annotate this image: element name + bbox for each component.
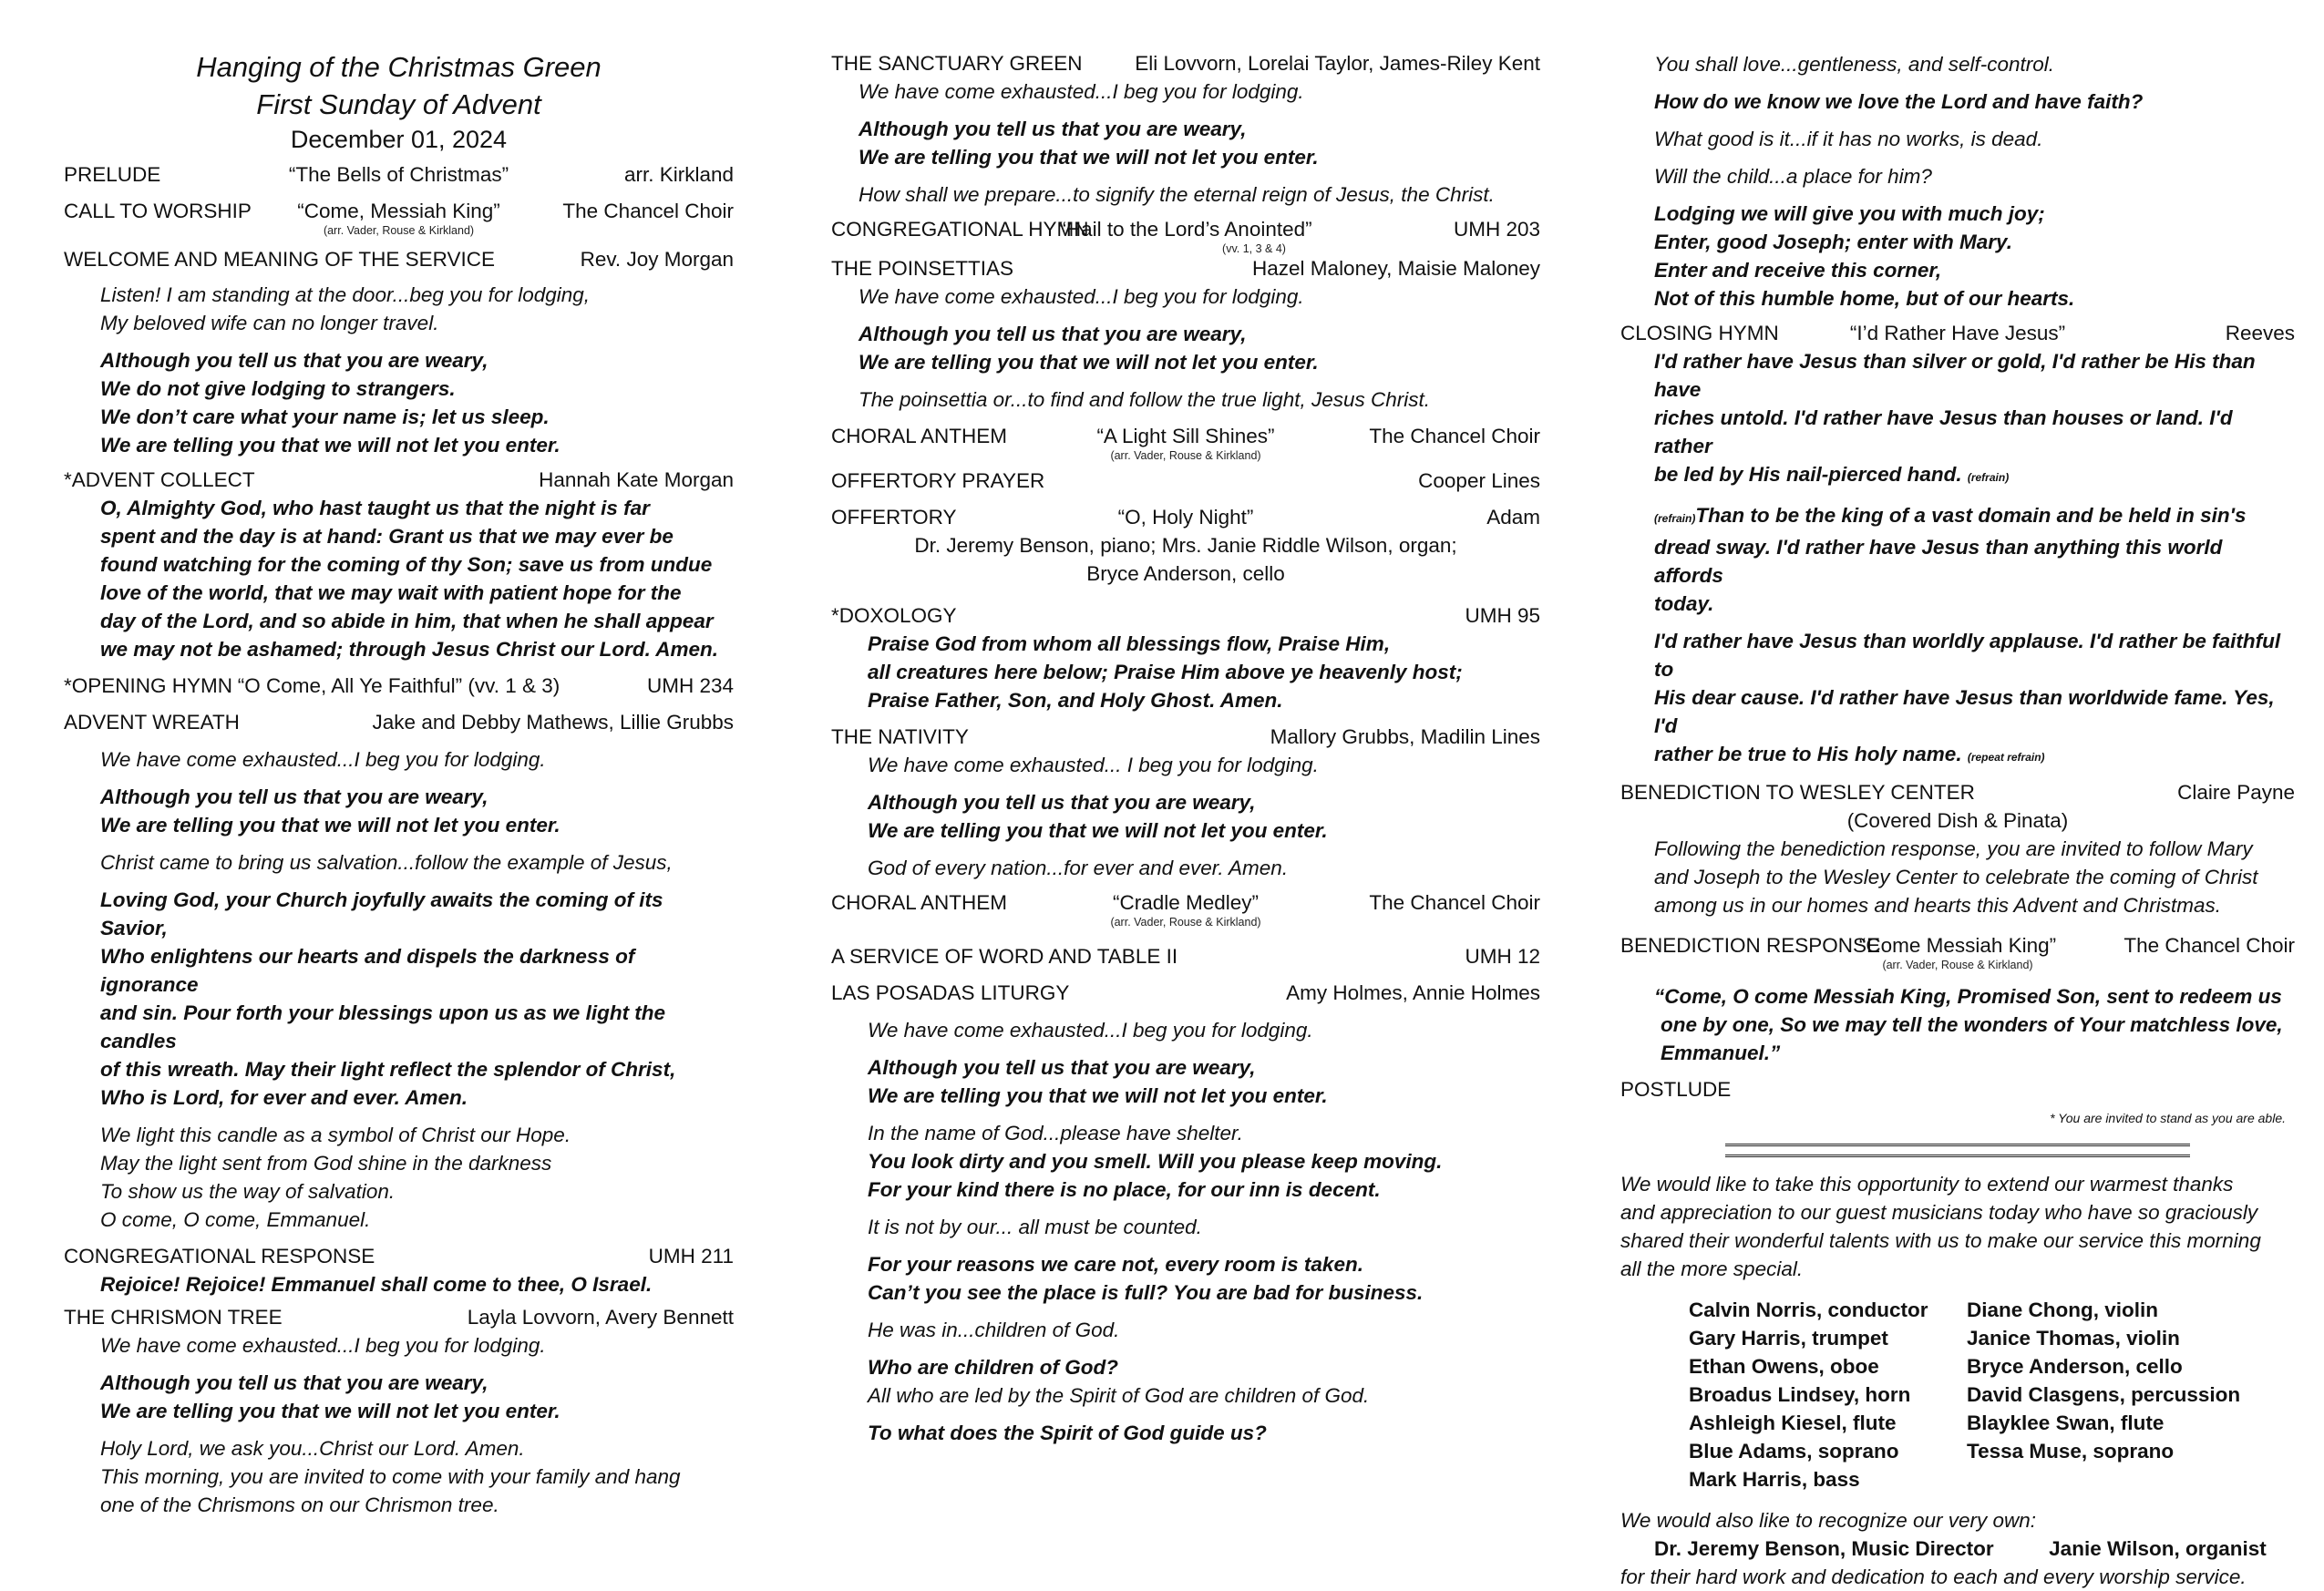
chrismon-text xyxy=(100,1434,734,1519)
musician: Ethan Owens, oboe xyxy=(1689,1355,1879,1378)
response-text: Rejoice! Rejoice! Emmanuel shall come to thee, O Israel. xyxy=(100,1273,653,1296)
poinsettias-row xyxy=(831,255,1540,282)
item-label: POSTLUDE xyxy=(1620,1078,1732,1101)
item-leader: Amy Holmes, Annie Holmes xyxy=(1286,981,1540,1004)
text-line: dread sway. I'd rather have Jesus than anything this world affords xyxy=(1654,536,2223,587)
opening-hymn-row xyxy=(64,672,734,700)
item-leader: Cooper Lines xyxy=(1418,469,1540,492)
text-line: We do not give lodging to strangers. xyxy=(100,377,456,400)
leader-text: We have come exhausted...I beg you for lodging. xyxy=(868,1019,1313,1042)
text-line: Who is Lord, for ever and ever. Amen. xyxy=(100,1086,468,1109)
item-label: THE CHRISMON TREE xyxy=(64,1306,283,1329)
musician: Tessa Muse, soprano xyxy=(1967,1440,2175,1463)
text-line: day of the Lord, and so abide in him, that when he shall appear xyxy=(100,610,714,632)
people-response xyxy=(100,783,734,839)
item-label: CONGREGATIONAL HYMN xyxy=(831,218,1089,241)
text-line: We are telling you that we will not let you enter. xyxy=(100,434,560,457)
musician: Blayklee Swan, flute xyxy=(1967,1411,2165,1434)
welcome-row xyxy=(64,246,734,273)
text-line: We light this candle as a symbol of Christ our Hope. xyxy=(100,1124,571,1146)
item-leader: The Chancel Choir xyxy=(2123,934,2295,957)
people-response xyxy=(100,346,734,459)
text-line: all creatures here below; Praise Him above ye heavenly host; xyxy=(868,661,1463,683)
text-line: Who enlightens our hearts and dispels the darkness of ignorance xyxy=(100,945,635,996)
choral-anthem-row xyxy=(831,423,1540,450)
text-line: we may not be ashamed; through Jesus Christ our Lord. Amen. xyxy=(100,638,719,661)
text-line: Can’t you see the place is full? You are bad for business. xyxy=(868,1281,1424,1304)
hymn-verse xyxy=(1654,627,2295,772)
text-line: Following the benediction response, you are invited to follow Mary xyxy=(1654,837,2253,860)
service-subtitle: First Sunday of Advent xyxy=(256,88,541,120)
advent-collect-row xyxy=(64,467,734,494)
item-title: “I’d Rather Have Jesus” xyxy=(1849,322,2066,344)
choral-anthem-row xyxy=(831,889,1540,917)
text-line: I'd rather have Jesus than worldly applause. I'd rather be faithful to xyxy=(1654,630,2281,681)
guest-musicians-list xyxy=(1689,1296,2295,1493)
item-title: “Hail to the Lord’s Anointed” xyxy=(1059,218,1312,241)
item-label: CALL TO WORSHIP xyxy=(64,200,252,222)
musicians-left xyxy=(1689,1296,1967,1493)
text-line: Dr. Jeremy Benson, piano; Mrs. Janie Riddle Wilson, organ; xyxy=(914,534,1457,557)
text-line: among us in our homes and hearts this Advent and Christmas. xyxy=(1654,894,2221,917)
text-line: Praise Father, Son, and Holy Ghost. Amen. xyxy=(868,689,1283,712)
item-label: BENEDICTION TO WESLEY CENTER xyxy=(1620,781,1975,804)
text-line: Although you tell us that you are weary, xyxy=(100,1371,488,1394)
bulletin-column-1 xyxy=(64,0,734,1519)
doxology-row xyxy=(831,602,1540,630)
word-and-table-row xyxy=(831,943,1540,970)
item-title: “Come, Messiah King” xyxy=(297,200,500,222)
item-title: “The Bells of Christmas” xyxy=(288,163,509,186)
text-line: Although you tell us that you are weary, xyxy=(859,323,1247,345)
text-line: Although you tell us that you are weary, xyxy=(868,1056,1256,1079)
item-leader: Hazel Maloney, Maisie Maloney xyxy=(1252,257,1540,280)
text-line: Although you tell us that you are weary, xyxy=(100,349,488,372)
text-line: O, Almighty God, who hast taught us that the night is far xyxy=(100,497,650,519)
leader-text: We have come exhausted...I beg you for lodging. xyxy=(859,285,1304,308)
item-leader: Adam xyxy=(1486,506,1540,529)
leader-text: You shall love...gentleness, and self-control. xyxy=(1654,53,2055,76)
text-line: I'd rather have Jesus than silver or gold, I'd rather be His than have xyxy=(1654,350,2256,401)
arrangement-note: (arr. Vader, Rouse & Kirkland) xyxy=(1110,449,1261,462)
item-label: CONGREGATIONAL RESPONSE xyxy=(64,1245,375,1268)
people-response: Who are children of God? xyxy=(868,1356,1118,1379)
musician: Blue Adams, soprano xyxy=(1689,1440,1899,1463)
leader-text: In the name of God...please have shelter. xyxy=(868,1122,1243,1144)
item-title: “O, Holy Night” xyxy=(1117,506,1254,529)
refrain-marker: (refrain) xyxy=(1967,471,2010,484)
leader-text: All who are led by the Spirit of God are children of God. xyxy=(868,1384,1370,1407)
text-line: Holy Lord, we ask you...Christ our Lord. Amen. xyxy=(100,1437,525,1460)
text-line: We are telling you that we will not let you enter. xyxy=(868,1084,1328,1107)
item-leader: Reeves xyxy=(2225,322,2295,344)
leader-text: The poinsettia or...to find and follow the true light, Jesus Christ. xyxy=(859,388,1430,411)
leader-text: How shall we prepare...to signify the eternal reign of Jesus, the Christ. xyxy=(859,183,1495,206)
hymn-refrain xyxy=(1654,501,2295,618)
people-response xyxy=(868,1147,1540,1204)
item-leader: Hannah Kate Morgan xyxy=(539,468,734,491)
divider xyxy=(1725,1144,2190,1157)
item-title: “Come Messiah King” xyxy=(1858,934,2057,957)
text-line: “Come, O come Messiah King, Promised Son, sent to redeem us xyxy=(1654,985,2282,1008)
text-line: Than to be the king of a vast domain and be held in sin's xyxy=(1695,504,2247,527)
text-line: found watching for the coming of thy Son; save us from undue xyxy=(100,553,713,576)
text-line: Bryce Anderson, cello xyxy=(1086,562,1285,585)
text-line: and appreciation to our guest musicians today who have so graciously xyxy=(1620,1201,2258,1224)
postlude-row xyxy=(1620,1076,2295,1103)
text-line: one by one, So we may tell the wonders of Your matchless love, xyxy=(1661,1013,2283,1036)
leader-text: Will the child...a place for him? xyxy=(1654,165,1932,188)
musician: Broadus Lindsey, horn xyxy=(1689,1383,1911,1406)
arrangement-note: (arr. Vader, Rouse & Kirkland) xyxy=(323,224,475,237)
leader-text: Christ came to bring us salvation...follow the example of Jesus, xyxy=(100,851,673,874)
chrismon-tree-row xyxy=(64,1304,734,1331)
item-leader: Eli Lovvorn, Lorelai Taylor, James-Riley Kent xyxy=(1135,52,1540,75)
item-leader: Jake and Debby Mathews, Lillie Grubbs xyxy=(372,711,734,734)
text-line: Although you tell us that you are weary, xyxy=(100,785,488,808)
item-label: A SERVICE OF WORD AND TABLE II xyxy=(831,945,1178,968)
leader-text: What good is it...if it has no works, is dead. xyxy=(1654,128,2043,150)
staff-line xyxy=(1620,1535,2295,1563)
leader-text: We have come exhausted...I beg you for lodging. xyxy=(100,1334,546,1357)
item-label: *OPENING HYMN xyxy=(64,674,233,697)
text-line: spent and the day is at hand: Grant us that we may ever be xyxy=(100,525,674,548)
item-label: THE POINSETTIAS xyxy=(831,257,1014,280)
text-line: O come, O come, Emmanuel. xyxy=(100,1208,371,1231)
offertory-row xyxy=(831,504,1540,531)
repeat-refrain-marker: (repeat refrain) xyxy=(1967,751,2045,764)
arrangement-note: (arr. Vader, Rouse & Kirkland) xyxy=(1882,959,2033,971)
musician: Bryce Anderson, cello xyxy=(1967,1355,2183,1378)
item-leader: UMH 211 xyxy=(648,1245,734,1268)
text-line: Although you tell us that you are weary, xyxy=(868,791,1256,814)
benediction-row xyxy=(1620,779,2295,806)
text-line: Not of this humble home, but of our hearts. xyxy=(1654,287,2075,310)
item-label: THE SANCTUARY GREEN xyxy=(831,52,1083,75)
leader-text: It is not by our... all must be counted. xyxy=(868,1216,1202,1238)
benediction-text xyxy=(1654,835,2295,919)
candle-lighting-text xyxy=(100,1121,734,1234)
verses-note: (vv. 1, 3 & 4) xyxy=(1222,242,1286,255)
item-title: “O Come, All Ye Faithful” (vv. 1 & 3) xyxy=(237,674,560,697)
recognize-end: for their hard work and dedication to each and every worship service. xyxy=(1620,1565,2247,1588)
musicians-right xyxy=(1967,1296,2249,1493)
item-leader: Layla Lovvorn, Avery Bennett xyxy=(467,1306,734,1329)
text-line: Lodging we will give you with much joy; xyxy=(1654,202,2045,225)
refrain-marker: (refrain) xyxy=(1654,512,1696,525)
musician: Calvin Norris, conductor xyxy=(1689,1298,1928,1321)
text-line: We don’t care what your name is; let us sleep. xyxy=(100,405,550,428)
benediction-response-text xyxy=(1654,982,2295,1067)
doxology-text xyxy=(868,630,1540,714)
text-line: May the light sent from God shine in the darkness xyxy=(100,1152,552,1175)
item-label: OFFERTORY xyxy=(831,506,957,529)
text-line: For your reasons we care not, every room is taken. xyxy=(868,1253,1363,1276)
text-line: one of the Chrismons on our Chrismon tree. xyxy=(100,1493,499,1516)
text-line: Listen! I am standing at the door...beg you for lodging, xyxy=(100,283,591,306)
people-response xyxy=(1654,200,2295,313)
item-leader: The Chancel Choir xyxy=(1369,891,1540,914)
text-line: We are telling you that we will not let you enter. xyxy=(859,146,1319,169)
congregational-response-row xyxy=(64,1243,734,1270)
prelude-row xyxy=(64,161,734,189)
text-line: today. xyxy=(1654,592,1714,615)
item-label: *DOXOLOGY xyxy=(831,604,957,627)
text-line: Enter and receive this corner, xyxy=(1654,259,1942,282)
people-response xyxy=(868,788,1540,845)
hymn-verse xyxy=(1654,347,2295,492)
people-response xyxy=(868,1250,1540,1307)
collect-prayer xyxy=(100,494,734,663)
text-line: Praise God from whom all blessings flow, Praise Him, xyxy=(868,632,1391,655)
text-line: riches untold. I'd rather have Jesus than houses or land. I'd rather xyxy=(1654,406,2233,457)
text-line: of this wreath. May their light reflect the splendor of Christ, xyxy=(100,1058,676,1081)
leader-text: He was in...children of God. xyxy=(868,1319,1120,1341)
wreath-prayer xyxy=(100,886,734,1112)
text-line: and sin. Pour forth your blessings upon us as we light the candles xyxy=(100,1001,666,1052)
people-response: To what does the Spirit of God guide us? xyxy=(868,1422,1267,1444)
offertory-musicians xyxy=(831,531,1540,588)
item-leader: Rev. Joy Morgan xyxy=(580,248,734,271)
musician: Ashleigh Kiesel, flute xyxy=(1689,1411,1897,1434)
text-line: We are telling you that we will not let you enter. xyxy=(868,819,1328,842)
text-line: We would like to take this opportunity to extend our warmest thanks xyxy=(1620,1173,2234,1196)
text-line: Loving God, your Church joyfully awaits the coming of its Savior, xyxy=(100,888,663,939)
people-response xyxy=(859,115,1540,171)
item-leader: UMH 203 xyxy=(1453,218,1540,241)
text-line: Enter, good Joseph; enter with Mary. xyxy=(1654,231,2012,253)
leader-text: We have come exhausted... I beg you for lodging. xyxy=(868,754,1319,776)
item-label: *ADVENT COLLECT xyxy=(64,468,255,491)
text-line: all the more special. xyxy=(1620,1257,1804,1280)
text-line: love of the world, that we may wait with patient hope for the xyxy=(100,581,682,604)
text-line: We are telling you that we will not let you enter. xyxy=(100,1400,560,1422)
item-leader: UMH 12 xyxy=(1465,945,1540,968)
item-label: ADVENT WREATH xyxy=(64,711,240,734)
leader-text: We have come exhausted...I beg you for lodging. xyxy=(859,80,1304,103)
item-label: CLOSING HYMN xyxy=(1620,322,1779,344)
item-leader: Claire Payne xyxy=(2177,781,2295,804)
item-label: CHORAL ANTHEM xyxy=(831,425,1007,447)
text-line: Although you tell us that you are weary, xyxy=(859,118,1247,140)
bulletin-column-3 xyxy=(1620,0,2295,1591)
leader-text: We have come exhausted...I beg you for lodging. xyxy=(100,748,546,771)
congregational-hymn-row xyxy=(831,216,1540,243)
item-label: OFFERTORY PRAYER xyxy=(831,469,1045,492)
item-leader: The Chancel Choir xyxy=(1369,425,1540,447)
music-director: Dr. Jeremy Benson, Music Director xyxy=(1654,1537,1994,1560)
people-response xyxy=(859,320,1540,376)
offertory-prayer-row xyxy=(831,467,1540,495)
item-title: “Cradle Medley” xyxy=(1112,891,1260,914)
item-label: BENEDICTION RESPONSE xyxy=(1620,934,1881,957)
las-posadas-row xyxy=(831,980,1540,1007)
musician: Janice Thomas, violin xyxy=(1967,1327,2180,1350)
leader-text: God of every nation...for ever and ever. Amen. xyxy=(868,857,1289,879)
organist: Janie Wilson, organist xyxy=(2049,1537,2267,1560)
arrangement-note: (arr. Vader, Rouse & Kirkland) xyxy=(1110,916,1261,929)
item-leader: UMH 95 xyxy=(1465,604,1540,627)
recognize-text: We would also like to recognize our very own: xyxy=(1620,1509,2037,1532)
item-leader: The Chancel Choir xyxy=(562,200,734,222)
item-label: PRELUDE xyxy=(64,163,161,186)
item-label: CHORAL ANTHEM xyxy=(831,891,1007,914)
people-response xyxy=(100,1369,734,1425)
service-title: Hanging of the Christmas Green xyxy=(196,51,602,83)
musician: Mark Harris, bass xyxy=(1689,1468,1860,1491)
text-line: rather be true to His holy name. xyxy=(1654,743,1962,765)
text-line: and Joseph to the Wesley Center to celebrate the coming of Christ xyxy=(1654,866,2258,888)
item-label: LAS POSADAS LITURGY xyxy=(831,981,1070,1004)
service-date: December 01, 2024 xyxy=(290,126,508,153)
text-line: be led by His nail-pierced hand. xyxy=(1654,463,1962,486)
text-line: To show us the way of salvation. xyxy=(100,1180,396,1203)
text-line: shared their wonderful talents with us to make our service this morning xyxy=(1620,1229,2261,1252)
item-leader: UMH 234 xyxy=(646,674,734,697)
text-line: His dear cause. I'd rather have Jesus than worldwide fame. Yes, I'd xyxy=(1654,686,2275,737)
call-to-worship-row xyxy=(64,198,734,225)
text-line: You look dirty and you smell. Will you please keep moving. xyxy=(868,1150,1443,1173)
leader-text xyxy=(100,281,734,337)
benediction-note: (Covered Dish & Pinata) xyxy=(1846,809,2069,832)
stand-note: * You are invited to stand as you are able. xyxy=(2050,1111,2286,1125)
closing-hymn-row xyxy=(1620,320,2295,347)
musician: Diane Chong, violin xyxy=(1967,1298,2159,1321)
item-label: THE NATIVITY xyxy=(831,725,969,748)
advent-wreath-row xyxy=(64,709,734,736)
thanks-text xyxy=(1620,1170,2295,1283)
text-line: We are telling you that we will not let you enter. xyxy=(859,351,1319,374)
people-response xyxy=(868,1053,1540,1110)
item-leader: arr. Kirkland xyxy=(623,163,734,186)
item-title: “A Light Sill Shines” xyxy=(1096,425,1275,447)
benediction-response-row xyxy=(1620,932,2295,960)
text-line: My beloved wife can no longer travel. xyxy=(100,312,439,334)
text-line: This morning, you are invited to come with your family and hang xyxy=(100,1465,681,1488)
item-leader: Mallory Grubbs, Madilin Lines xyxy=(1270,725,1540,748)
people-response: How do we know we love the Lord and have faith? xyxy=(1654,90,2144,113)
text-line: For your kind there is no place, for our inn is decent. xyxy=(868,1178,1381,1201)
bulletin-column-2 xyxy=(831,0,1540,1447)
sanctuary-green-row xyxy=(831,50,1540,77)
musician: David Clasgens, percussion xyxy=(1967,1383,2241,1406)
nativity-row xyxy=(831,724,1540,751)
musician: Gary Harris, trumpet xyxy=(1689,1327,1888,1350)
text-line: We are telling you that we will not let you enter. xyxy=(100,814,560,837)
item-label: WELCOME AND MEANING OF THE SERVICE xyxy=(64,248,495,271)
text-line: Emmanuel.” xyxy=(1661,1042,1781,1064)
